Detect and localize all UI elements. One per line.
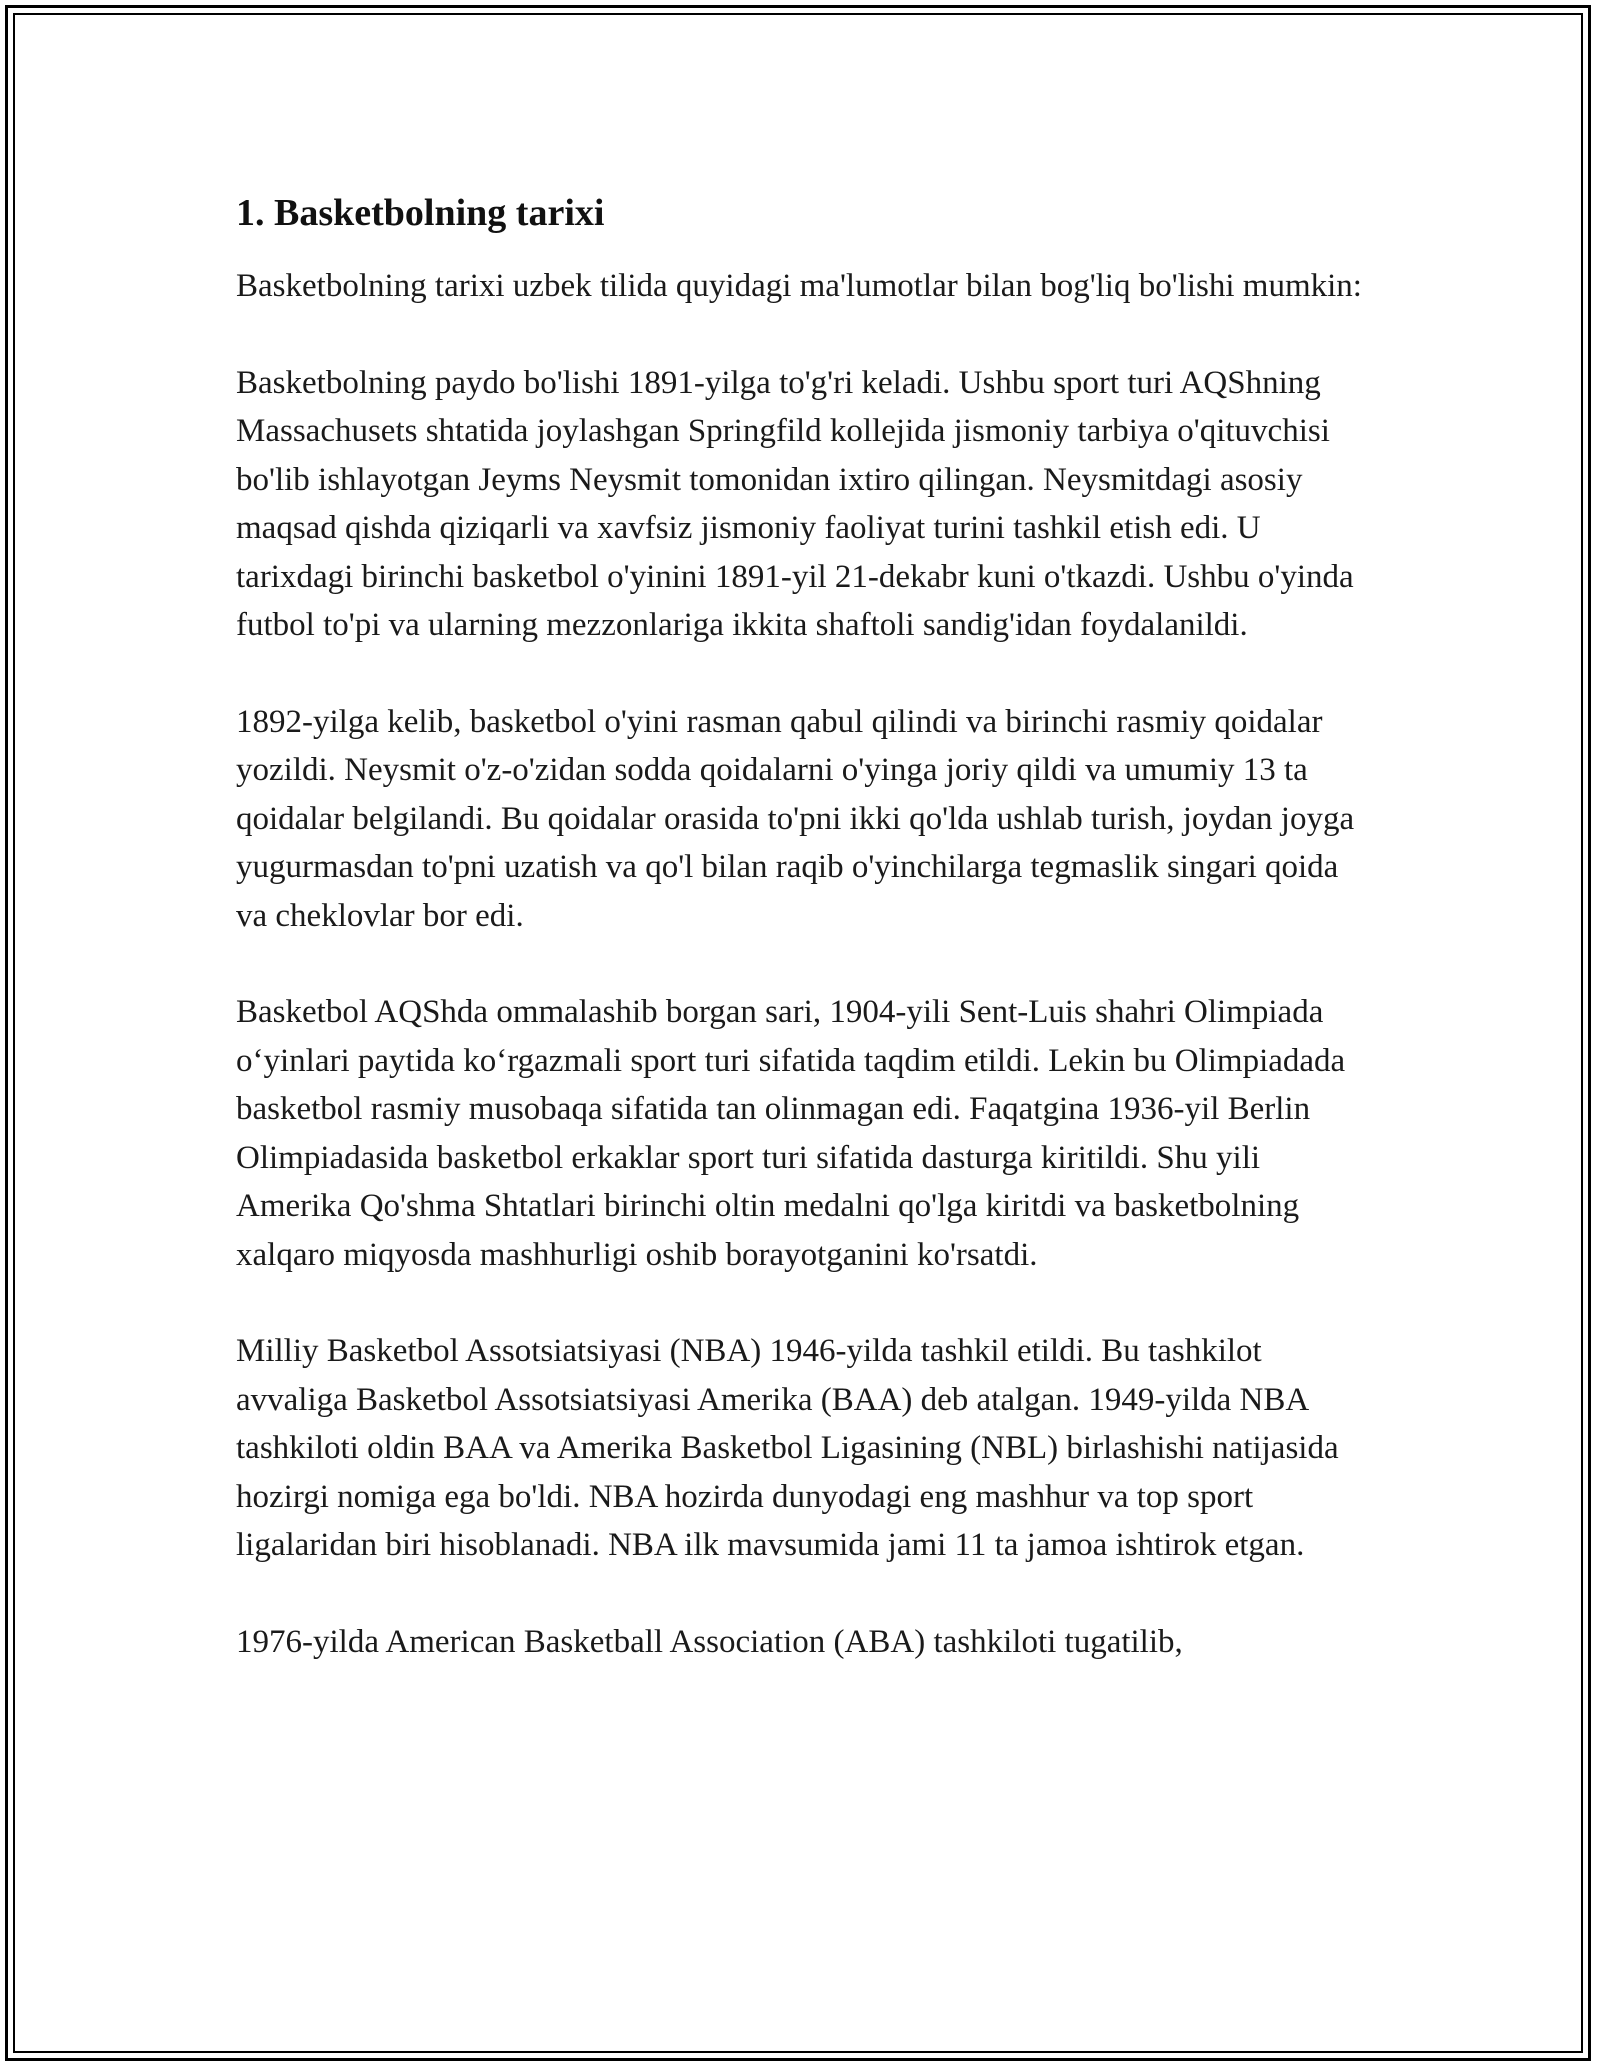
paragraph-intro: Basketbolning tarixi uzbek tilida quyidagi ma'lumotlar bilan bog'liq bo'lishi mumkin:: [236, 268, 1362, 304]
paragraph-rules: 1892-yilga kelib, basketbol o'yini rasman qabul qilindi va birinchi rasmiy qoidalar yozildi. Neysmit o'z-o'zidan sodda qoidalarni o'yinga joriy qildi va umumiy 13 ta qoidalar belgilandi. Bu qoidalar orasida to'pni ikki qo'lda ushlab turish, joydan joyga yugurmasdan to'pni uzatish va qo'l bilan raqib o'yinchilarga tegmaslik singari qoida va cheklovlar bor edi.: [236, 703, 1355, 934]
paragraph-origin: Basketbolning paydo bo'lishi 1891-yilga to'g'ri keladi. Ushbu sport turi AQShning Massachusets shtatida joylashgan Springfild kollejida jismoniy tarbiya o'qituvchisi bo'lib ishlayotgan Jeyms Neysmit tomonidan ixtiro qilingan. Neysmitdagi asosiy maqsad qishda qiziqarli va xavfsiz jismoniy faoliyat turini tashkil etish edi. U tarixdagi birinchi basketbol o'yinini 1891-yil 21-dekabr kuni o'tkazdi. Ushbu o'yinda futbol to'pi va ularning mezzonlariga ikkita shaftoli sandig'idan foydalanildi.: [236, 364, 1354, 643]
section-heading: 1. Basketbolning tarixi: [236, 192, 605, 234]
paragraph-olympics: Basketbol AQShda ommalashib borgan sari, 1904-yili Sent-Luis shahri Olimpiada o‘yinlari paytida ko‘rgazmali sport turi sifatida taqdim etildi. Lekin bu Olimpiadada basketbol rasmiy musobaqa sifatida tan olinmagan edi. Faqatgina 1936-yil Berlin Olimpiadasida basketbol erkaklar sport turi sifatida dasturga kiritildi. Shu yili Amerika Qo'shma Shtatlari birinchi oltin medalni qo'lga kiritdi va basketbolning xalqaro miqyosda mashhurligi oshib borayotganini ko'rsatdi.: [236, 994, 1346, 1273]
document-body: [236, 190, 1366, 1714]
paragraph-nba: Milliy Basketbol Assotsiatsiyasi (NBA) 1946-yilda tashkil etildi. Bu tashkilot avvaliga Basketbol Assotsiatsiyasi Amerika (BAA) deb atalgan. 1949-yilda NBA tashkiloti oldin BAA va Amerika Basketbol Ligasining (NBL) birlashishi natijasida hozirgi nomiga ega bo'ldi. NBA hozirda dunyodagi eng mashhur va top sport ligalaridan biri hisoblanadi. NBA ilk mavsumida jami 11 ta jamoa ishtirok etgan.: [236, 1333, 1339, 1563]
paragraph-aba: 1976-yilda American Basketball Association (ABA) tashkiloti tugatilib,: [236, 1623, 1183, 1660]
